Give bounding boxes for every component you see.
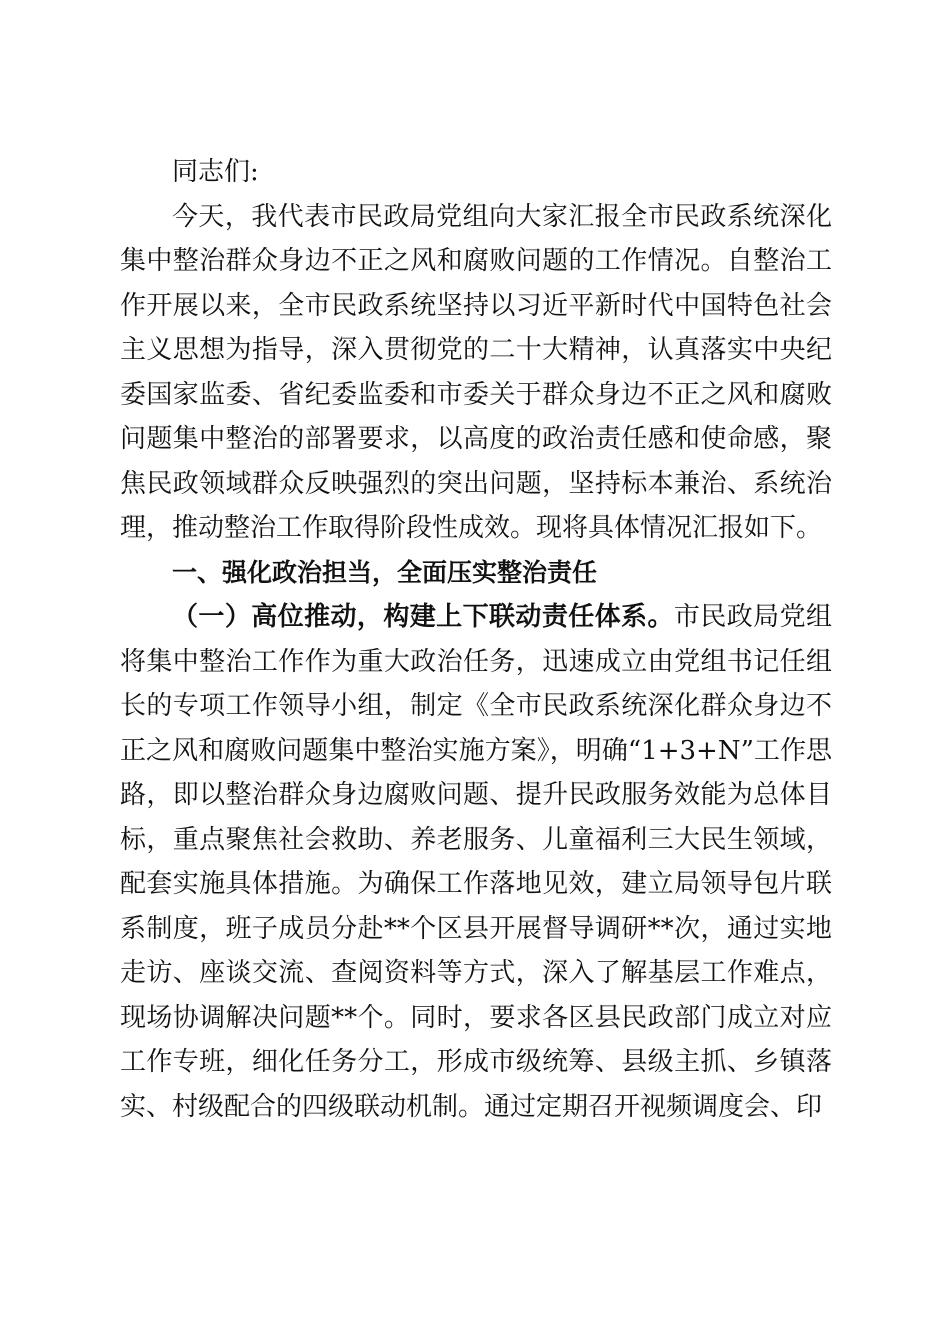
subsection-paragraph (120, 595, 832, 1129)
intro-paragraph: 今天，我代表市民政局党组向大家汇报全市民政系统深化集中整治群众身边不正之风和腐败问题的工作情况。自整治工作开展以来，全市民政系统坚持以习近平新时代中国特色社会主义思想为指导，深入贯彻党的二十大精神，认真落实中央纪委国家监委、省纪委监委和市委关于群众身边不正之风和腐败问题集中整治的部署要求，以高度的政治责任感和使命感，聚焦民政领域群众反映强烈的突出问题，坚持标本兼治、系统治理，推动整治工作取得阶段性成效。现将具体情况汇报如下。 (120, 201, 832, 543)
greeting-line: 同志们: (172, 157, 259, 187)
subsection-body: 市民政局党组将集中整治工作作为重大政治任务，迅速成立由党组书记任组长的专项工作领导小组，制定《全市民政系统深化群众身边不正之风和腐败问题集中整治实施方案》，明确“1+3+N”工作思路，即以整治群众身边腐败问题、提升民政服务效能为总体目标，重点聚焦社会救助、养老服务、儿童福利三大民生领域，配套实施具体措施。为确保工作落地见效，建立局领导包片联系制度，班子成员分赴**个区县开展督导调研**次，通过实地走访、座谈交流、查阅资料等方式，深入了解基层工作难点，现场协调解决问题**个。同时，要求各区县民政部门成立对应工作专班，细化任务分工，形成市级统筹、县级主抓、乡镇落实、村级配合的四级联动机制。通过定期召开视频调度会、印 (120, 602, 832, 1122)
section-heading: 一、强化政治担当，全面压实整治责任 (172, 557, 598, 587)
document-body (120, 150, 832, 1129)
subsection-title: （一）高位推动，构建上下联动责任体系。 (172, 602, 674, 632)
